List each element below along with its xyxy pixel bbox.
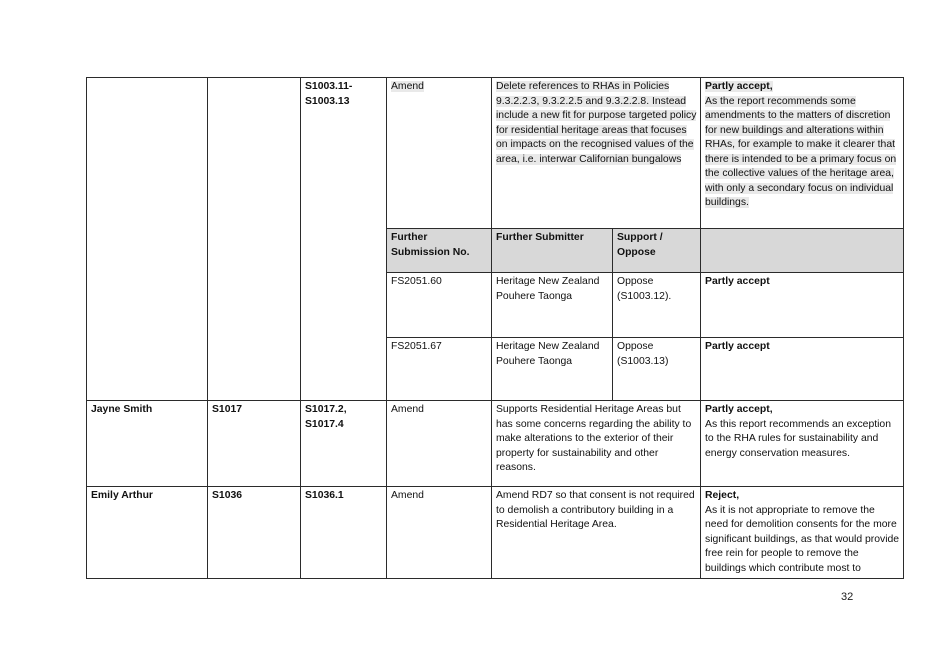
provision-text: S1017.2, S1017.4 bbox=[305, 404, 347, 430]
fs-stance-header-cell: Support / Oppose bbox=[613, 229, 701, 273]
submission-summary-cell: Amend RD7 so that consent is not required to demolish a contributory building in a Residential Heritage Area. bbox=[492, 487, 701, 579]
response-decision-text: Partly accept, bbox=[705, 81, 773, 92]
provision-text: S1003.11-S1003.13 bbox=[305, 81, 353, 107]
submission-summary-cell: Supports Residential Heritage Areas but has some concerns regarding the ability to make alterations to the exterior of their property for sustainability and other reasons. bbox=[492, 401, 701, 487]
submission-number-cell: S1036 bbox=[208, 487, 301, 579]
fs-submitter-cell: Heritage New Zealand Pouhere Taonga bbox=[492, 273, 613, 338]
fs-response-cell: Partly accept bbox=[701, 338, 904, 401]
decision-sought-text: Amend bbox=[391, 81, 424, 92]
submitter-name-cell bbox=[87, 78, 208, 401]
submission-summary-text: Delete references to RHAs in Policies 9.3.2.2.3, 9.3.2.2.5 and 9.3.2.2.8. Instead include a new fit for purpose targeted policy for residential heritage areas that focuses on impacts on the recognised values of the area, i.e. interwar Californian bungalows bbox=[496, 81, 697, 165]
submission-summary-cell bbox=[492, 78, 701, 229]
fs-submitter-header-cell: Further Submitter bbox=[492, 229, 613, 273]
provision-cell bbox=[301, 78, 387, 401]
response-decision-text: Reject, bbox=[705, 490, 740, 501]
submitter-name-cell: Jayne Smith bbox=[87, 401, 208, 487]
response-reason-text: As the report recommends some amendments to the matters of discretion for new buildings and alterations within RHAs, for example to make it clearer that there is intended to be a primary focus on the collective values of the heritage area, with only a secondary focus on individual buildings. bbox=[705, 95, 897, 208]
table-row bbox=[87, 78, 904, 229]
submission-number-cell: S1017 bbox=[208, 401, 301, 487]
fs-number-header-cell: Further Submission No. bbox=[387, 229, 492, 273]
decision-sought-cell: Amend bbox=[387, 401, 492, 487]
fs-number-cell: FS2051.67 bbox=[387, 338, 492, 401]
submission-number-cell bbox=[208, 78, 301, 401]
response-reason-text: As it is not appropriate to remove the need for demolition consents for the more significant buildings, as that would provide free rein for people to remove the buildings which contribute most to bbox=[705, 504, 900, 574]
council-response-cell bbox=[701, 487, 904, 579]
provision-cell bbox=[301, 401, 387, 487]
page-number: 32 bbox=[841, 591, 854, 603]
fs-submitter-cell: Heritage New Zealand Pouhere Taonga bbox=[492, 338, 613, 401]
submitter-name-cell: Emily Arthur bbox=[87, 487, 208, 579]
decision-sought-cell: Amend bbox=[387, 487, 492, 579]
table-row bbox=[87, 401, 904, 487]
council-response-cell bbox=[701, 78, 904, 229]
fs-response-header-cell bbox=[701, 229, 904, 273]
fs-stance-cell: Oppose (S1003.12). bbox=[613, 273, 701, 338]
provision-cell bbox=[301, 487, 387, 579]
response-reason-text: As this report recommends an exception to the RHA rules for sustainability and energy conservation measures. bbox=[705, 418, 891, 459]
fs-stance-cell: Oppose (S1003.13) bbox=[613, 338, 701, 401]
submissions-table bbox=[86, 77, 904, 579]
fs-response-cell: Partly accept bbox=[701, 273, 904, 338]
council-response-cell bbox=[701, 401, 904, 487]
table-row bbox=[87, 487, 904, 579]
fs-number-cell: FS2051.60 bbox=[387, 273, 492, 338]
provision-text: S1036.1 bbox=[305, 490, 344, 501]
decision-sought-cell bbox=[387, 78, 492, 229]
response-decision-text: Partly accept, bbox=[705, 404, 773, 415]
